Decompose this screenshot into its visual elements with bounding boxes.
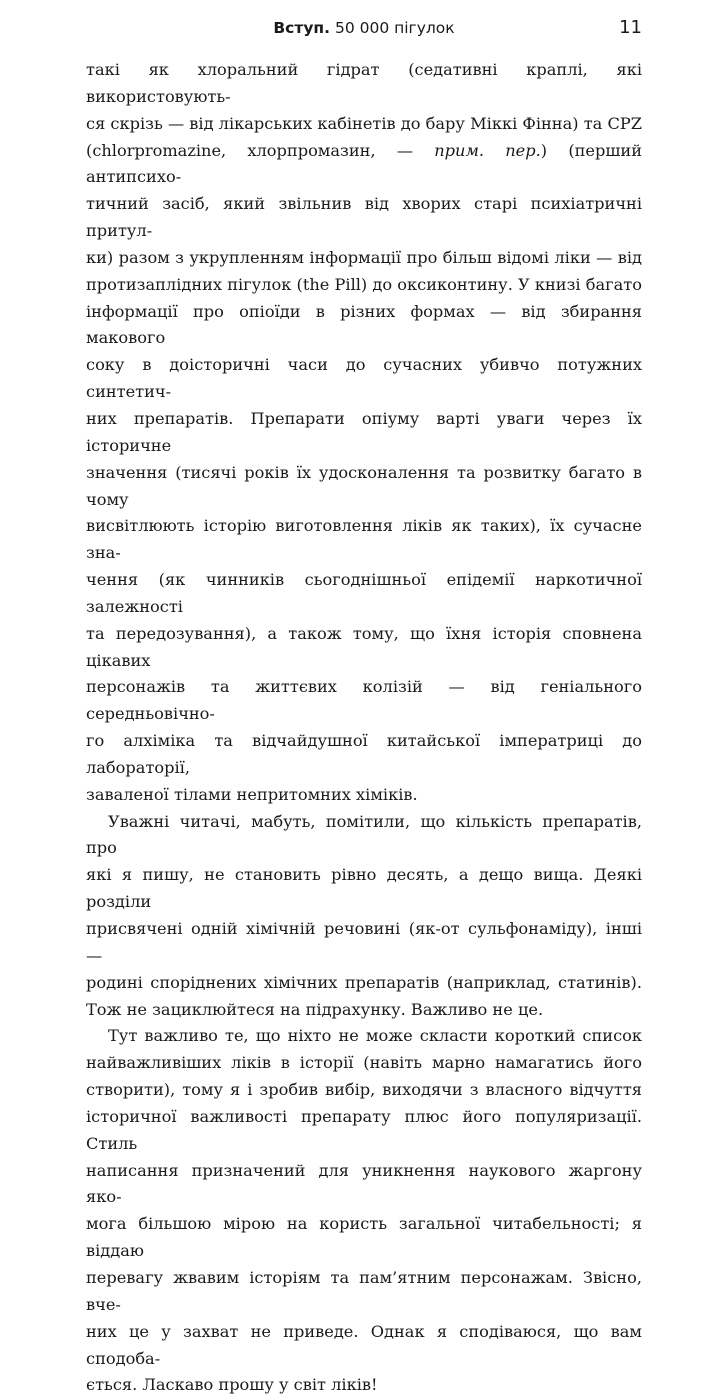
text-line: них препаратів. Препарати опіуму варті уваги через їх історичне <box>86 408 642 455</box>
text-run: (chlorpromazine, хлорпромазин, — <box>86 140 435 160</box>
text-line: заваленої тілами непритомних хіміків. <box>86 784 418 804</box>
text-run: ) (перший антипсихо- <box>86 140 642 187</box>
text-line: ється. Ласкаво прошу у світ ліків! <box>86 1375 378 1395</box>
text-line: них це у захват не приведе. Однак я сподіваюся, що вам сподоба- <box>86 1321 642 1368</box>
text-line: мога більшою мірою на користь загальної читабельності; я віддаю <box>86 1214 642 1261</box>
text-line: ки) разом з укрупленням інформації про більш відомі ліки — від <box>86 247 642 267</box>
text-line: створити), тому я і зробив вибір, виходячи з власного відчуття <box>86 1080 642 1100</box>
text-line: персонажів та життєвих колізій — від геніального середньовічно- <box>86 677 642 724</box>
paragraph-3 <box>86 1023 642 1399</box>
paragraph-1 <box>86 57 642 809</box>
text-line: Уважні читачі, мабуть, помітили, що кількість препаратів, про <box>86 811 642 858</box>
text-line: Тут важливо те, що ніхто не може скласти короткий список <box>108 1026 642 1046</box>
text-line: такі як хлоральний гідрат (седативні краплі, які використовують- <box>86 60 642 106</box>
text-line: значення (тисячі років їх удосконалення та розвитку багато в чому <box>86 462 642 509</box>
running-head-title <box>86 14 642 42</box>
text-line: та передозування), а також тому, що їхня історія сповнена цікавих <box>86 623 642 670</box>
text-line: найважливіших ліків в історії (навіть марно намагатись його <box>86 1053 642 1073</box>
text-line: чення (як чинників сьогоднішньої епідемії наркотичної залежності <box>86 570 642 616</box>
text-line: тичний засіб, який звільнив від хворих старі психіатричні притул- <box>86 194 642 241</box>
text-line: родині споріднених хімічних препаратів (наприклад, статинів). <box>86 972 642 992</box>
text-line: Тож не зациклюйтеся на підрахунку. Важливо не це. <box>86 999 544 1019</box>
page-number: 11 <box>619 17 642 38</box>
running-head <box>86 14 642 42</box>
text-line: ся скрізь — від лікарських кабінетів до бару Міккі Фінна) та CPZ <box>86 113 642 133</box>
paragraph-2 <box>86 809 642 1024</box>
chapter-title: 50 000 пігулок <box>330 19 455 37</box>
text-line-with-note <box>86 138 642 192</box>
text-line: написання призначений для уникнення наукового жаргону яко- <box>86 1160 642 1207</box>
chapter-label: Вступ. <box>273 19 331 37</box>
text-line: висвітлюють історію виготовлення ліків як таких), їх сучасне зна- <box>86 516 642 563</box>
text-line: го алхіміка та відчайдушної китайської імператриці до лабораторії, <box>86 731 642 777</box>
text-line: протизаплідних пігулок (the Pill) до оксиконтину. У книзі багато <box>86 274 642 294</box>
text-line: соку в доісторичні часи до сучасних убивчо потужних синтетич- <box>86 355 642 402</box>
body-text <box>86 57 642 1399</box>
text-line: перевагу жвавим історіям та пам’ятним персонажам. Звісно, вче- <box>86 1267 642 1314</box>
text-line: інформації про опіоїди в різних формах — від збирання макового <box>86 301 642 348</box>
text-line: присвячені одній хімічній речовині (як-от сульфонаміду), інші — <box>86 919 642 965</box>
translator-note: прим. пер. <box>434 140 541 160</box>
text-line: які я пишу, не становить рівно десять, а дещо вища. Деякі розділи <box>86 865 642 912</box>
text-line: історичної важливості препарату плюс його популяризації. Стиль <box>86 1106 642 1153</box>
